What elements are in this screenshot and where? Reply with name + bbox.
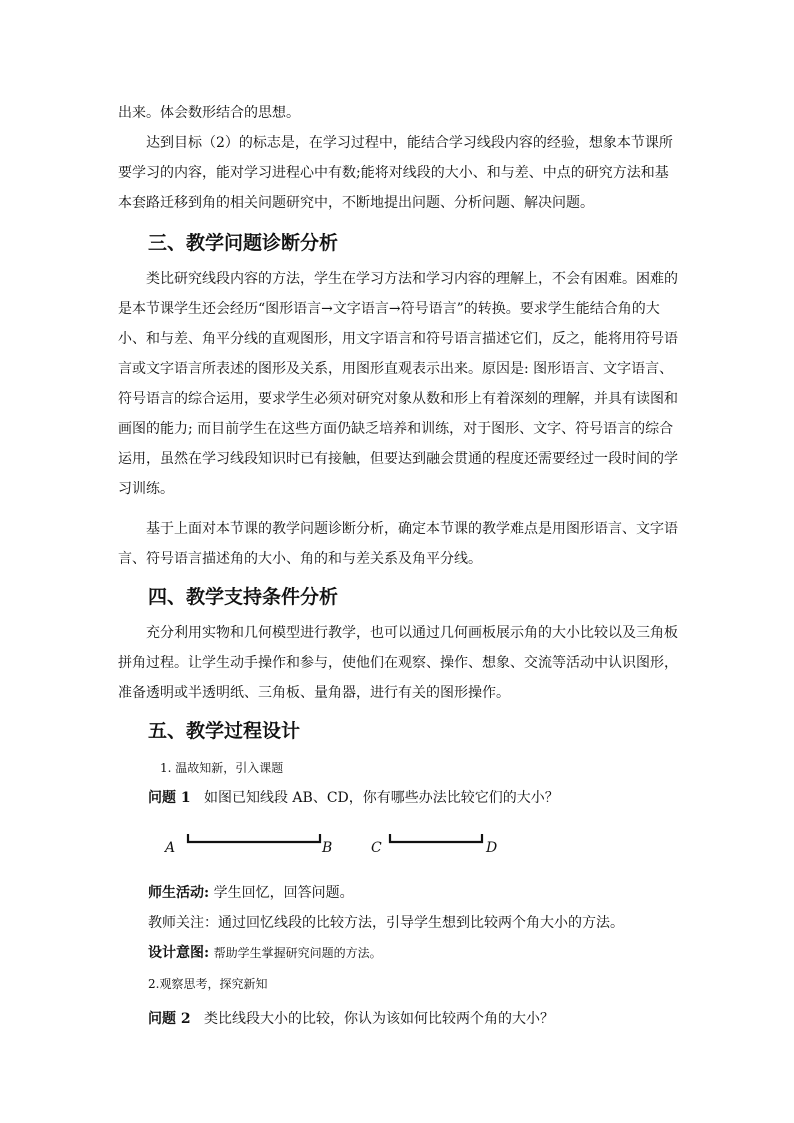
- segment-ab: [188, 834, 320, 842]
- paragraph-diagnosis: 类比研究线段内容的方法，学生在学习方法和学习内容的理解上，不会有困难。困难的是本节课学生还会经历“图形语言→文字语言→符号语言”的转换。要求学生能结合角的大小、和与差、角平分线的直观图形，用文字语言和符号语言描述它们，反之，能将用符号语言或文字语言所表述的图形及关系，用图形直观表示出来。原因是: 图形语言、文字语言、符号语言的综合运用，要求学生必须对研究对象从数和形上有着深刻的理解，并具有读图和画图的能力; 而目前学生在这些方面仍缺乏培养和训练，对于图形、文字、符号语言的综合运用，虽然在学习线段知识时已有接触，但要达到融会贯通的程度还需要经过一段时间的学习训练。: [118, 271, 678, 497]
- point-label-d: D: [486, 840, 498, 856]
- point-label-a: A: [165, 840, 176, 856]
- question-2-text: 类比线段大小的比较，你认为该如何比较两个角的大小？: [203, 1011, 554, 1027]
- paragraph-difficulty: 基于上面对本节课的教学问题诊断分析，确定本节课的教学难点是用图形语言、文字语言、符号语言描述角的大小、角的和与差关系及角平分线。: [118, 521, 678, 567]
- activity-label: 师生活动:: [148, 885, 210, 901]
- design-intent: [148, 942, 382, 964]
- teacher-student-activity: [148, 882, 354, 904]
- question-1: [148, 787, 559, 809]
- activity-text: 学生回忆，回答问题。: [213, 885, 354, 901]
- question-1-text: 如图已知线段 AB、CD，你有哪些办法比较它们的大小？: [203, 790, 559, 806]
- segment-diagram: [150, 826, 520, 866]
- segment-cd: [390, 834, 482, 842]
- point-label-c: C: [371, 840, 382, 856]
- intent-label: 设计意图:: [148, 945, 210, 961]
- intent-text: 帮助学生掌握研究问题的方法。: [213, 946, 382, 960]
- section-heading-4: 四、教学支持条件分析: [148, 586, 339, 608]
- section-heading-5: 五、教学过程设计: [148, 720, 301, 742]
- step-1-title: 1. 温故知新，引入课题: [160, 761, 284, 775]
- teacher-focus: 教师关注：通过回忆线段的比较方法，引导学生想到比较两个角大小的方法。: [148, 915, 624, 931]
- section-heading-3: 三、教学问题诊断分析: [148, 232, 339, 254]
- question-2: [148, 1008, 554, 1030]
- step-2-title: 2.观察思考，探究新知: [148, 977, 268, 991]
- question-1-label: 问题 1: [148, 790, 191, 806]
- question-2-label: 问题 2: [148, 1011, 191, 1027]
- paragraph-continuation: 出来。体会数形结合的思想。: [118, 105, 300, 121]
- paragraph-support: 充分利用实物和几何模型进行教学，也可以通过几何画板展示角的大小比较以及三角板拼角过程。让学生动手操作和参与，使他们在观察、操作、想象、交流等活动中认识图形，准备透明或半透明纸、三角板、量角器，进行有关的图形操作。: [118, 625, 678, 701]
- paragraph-goal-2: 达到目标（2）的标志是，在学习过程中，能结合学习线段内容的经验，想象本节课所要学习的内容，能对学习进程心中有数;能将对线段的大小、和与差、中点的研究方法和基本套路迁移到角的相关问题研究中，不断地提出问题、分析问题、解决问题。: [118, 135, 673, 211]
- point-label-b: B: [322, 840, 333, 856]
